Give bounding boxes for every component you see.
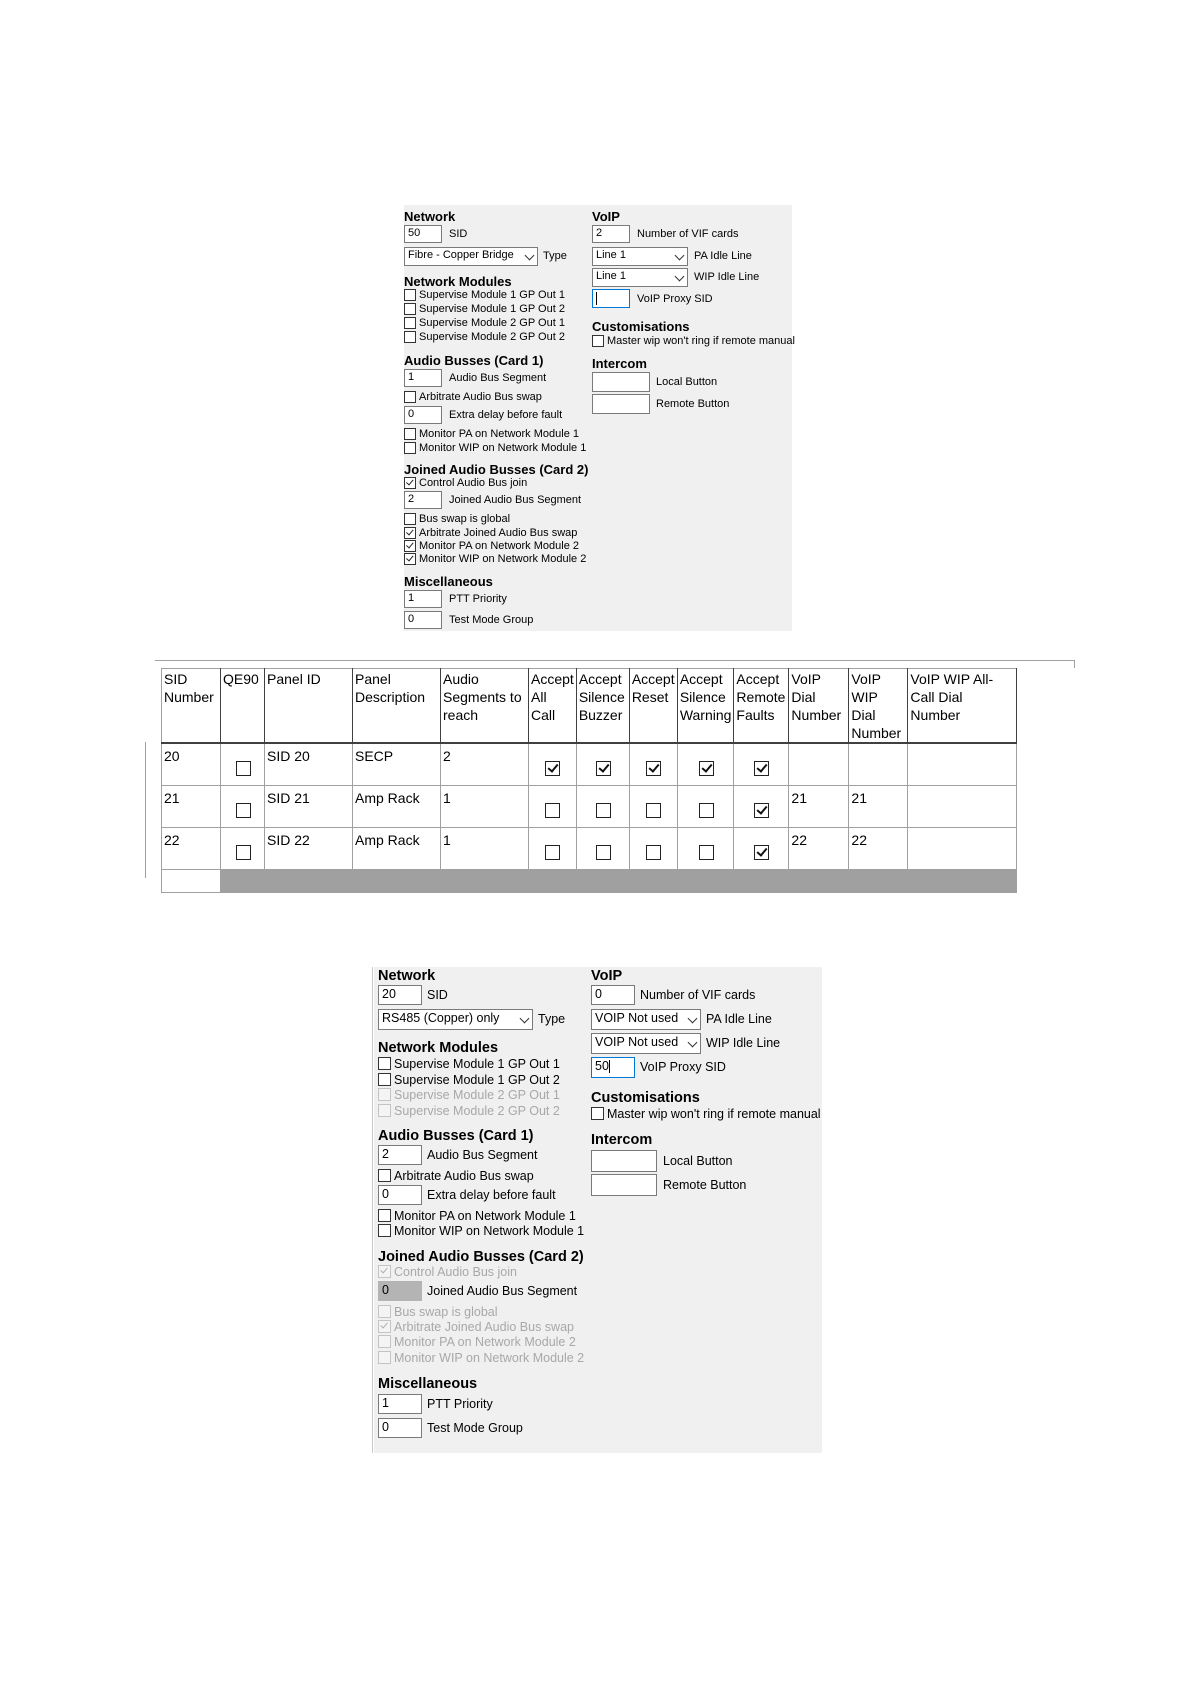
monitor-wip-nm2-checkbox[interactable] [378, 1351, 391, 1364]
supervise-m1-out1-checkbox[interactable] [404, 289, 416, 301]
monitor-wip-nm1-checkbox[interactable] [404, 442, 416, 454]
col-header-sid-number[interactable]: SID Number [162, 669, 221, 744]
col-header-qe90[interactable]: QE90 [221, 669, 265, 744]
qe90-checkbox[interactable] [236, 761, 251, 776]
accept-remote-faults-cell[interactable] [734, 786, 789, 828]
accept-all-call-checkbox[interactable] [545, 761, 560, 776]
arbitrate-audio-bus-checkbox[interactable] [378, 1169, 391, 1182]
remote-button-label: Remote Button [663, 1178, 747, 1192]
supervise-m1-out1-label: Supervise Module 1 GP Out 1 [419, 289, 565, 301]
extra-delay-input[interactable]: 0 [378, 1185, 422, 1205]
supervise-m1-out2-checkbox[interactable] [404, 303, 416, 315]
vif-cards-label: Number of VIF cards [637, 228, 739, 240]
type-label: Type [543, 250, 567, 262]
panel-description-cell[interactable]: Amp Rack [353, 828, 441, 870]
col-header-panel-description[interactable]: Panel Description [353, 669, 441, 744]
panel-left-border [372, 967, 373, 1453]
chevron-down-icon [525, 250, 535, 260]
local-button-label: Local Button [656, 376, 718, 388]
new-row-cell[interactable] [576, 870, 629, 893]
audio-bus-segment-input[interactable]: 2 [378, 1145, 422, 1165]
chevron-down-icon [520, 1013, 530, 1023]
test-mode-group-input[interactable]: 0 [378, 1418, 422, 1438]
arbitrate-audio-bus-label: Arbitrate Audio Bus swap [419, 391, 542, 403]
bus-swap-global-checkbox[interactable] [404, 513, 416, 525]
panel-grid-container [145, 660, 1075, 878]
supervise-m1-out1-checkbox[interactable] [378, 1057, 391, 1070]
voip-dial-cell[interactable] [789, 743, 849, 786]
col-header-accept-silence-warning[interactable]: Accept Silence Warning [677, 669, 734, 744]
sid-cell[interactable]: 21 [162, 786, 221, 828]
voip-dial-cell[interactable]: 22 [789, 828, 849, 870]
remote-button-input[interactable] [591, 1174, 657, 1196]
monitor-wip-nm2-checkbox[interactable] [404, 553, 416, 565]
all-call-dial-cell[interactable] [908, 828, 1017, 870]
sid-label: SID [427, 988, 448, 1002]
miscellaneous-heading: Miscellaneous [404, 574, 493, 589]
qe90-checkbox[interactable] [236, 803, 251, 818]
miscellaneous-heading: Miscellaneous [378, 1376, 478, 1392]
audio-bus-segment-label: Audio Bus Segment [449, 372, 547, 384]
monitor-pa-nm2-label: Monitor PA on Network Module 2 [419, 540, 579, 552]
accept-silence-warning-cell[interactable] [677, 743, 734, 786]
accept-reset-checkbox[interactable] [646, 845, 661, 860]
network-modules-heading: Network Modules [378, 1040, 499, 1056]
supervise-m1-out1-label: Supervise Module 1 GP Out 1 [394, 1057, 560, 1071]
new-row-cell[interactable] [265, 870, 353, 893]
monitor-wip-nm2-label: Monitor WIP on Network Module 2 [394, 1351, 585, 1365]
test-mode-group-input[interactable]: 0 [404, 611, 442, 629]
text-cursor-icon [596, 292, 597, 305]
voip-proxy-sid-value: 50 [595, 1059, 609, 1073]
panel-id-cell[interactable]: SID 20 [265, 743, 353, 786]
accept-remote-faults-checkbox[interactable] [754, 803, 769, 818]
panel-description-cell[interactable]: SECP [353, 743, 441, 786]
wip-idle-line-label: WIP Idle Line [706, 1036, 781, 1050]
accept-remote-faults-checkbox[interactable] [754, 845, 769, 860]
arbitrate-joined-label: Arbitrate Joined Audio Bus swap [394, 1320, 574, 1334]
chevron-down-icon [675, 271, 685, 281]
extra-delay-label: Extra delay before fault [427, 1188, 556, 1202]
col-header-voip-dial-number[interactable]: VoIP Dial Number [789, 669, 849, 744]
wip-idle-line-value: Line 1 [596, 270, 626, 282]
col-header-accept-reset[interactable]: Accept Reset [629, 669, 677, 744]
remote-button-label: Remote Button [656, 398, 730, 410]
new-row-cell[interactable] [441, 870, 529, 893]
accept-silence-buzzer-checkbox[interactable] [596, 845, 611, 860]
arbitrate-audio-bus-label: Arbitrate Audio Bus swap [394, 1169, 534, 1183]
pa-idle-line-value: Line 1 [596, 249, 626, 261]
intercom-heading: Intercom [592, 356, 647, 371]
accept-all-call-checkbox[interactable] [545, 845, 560, 860]
new-row-placeholder[interactable] [162, 870, 1017, 893]
voip-proxy-sid-label: VoIP Proxy SID [637, 293, 713, 305]
qe90-cell[interactable] [221, 743, 265, 786]
audio-bus-segment-input[interactable]: 1 [404, 369, 442, 387]
new-row-cell[interactable] [529, 870, 577, 893]
supervise-m2-out1-checkbox[interactable] [404, 317, 416, 329]
accept-silence-buzzer-cell[interactable] [576, 786, 629, 828]
control-bus-join-checkbox[interactable] [404, 477, 416, 489]
accept-reset-checkbox[interactable] [646, 761, 661, 776]
panel-id-cell[interactable]: SID 21 [265, 786, 353, 828]
all-call-dial-cell[interactable] [908, 786, 1017, 828]
voip-proxy-sid-input[interactable] [591, 1057, 635, 1078]
supervise-m2-out2-checkbox[interactable] [404, 331, 416, 343]
monitor-pa-nm1-label: Monitor PA on Network Module 1 [419, 428, 579, 440]
accept-silence-buzzer-cell[interactable] [576, 828, 629, 870]
accept-silence-buzzer-cell[interactable] [576, 743, 629, 786]
col-header-accept-remote-faults[interactable]: Accept Remote Faults [734, 669, 789, 744]
audio-segments-cell[interactable]: 2 [441, 743, 529, 786]
ptt-priority-label: PTT Priority [427, 1397, 493, 1411]
ptt-priority-input[interactable]: 1 [404, 590, 442, 608]
pa-idle-line-label: PA Idle Line [694, 250, 752, 262]
accept-silence-buzzer-checkbox[interactable] [596, 761, 611, 776]
control-bus-join-label: Control Audio Bus join [394, 1265, 517, 1279]
remote-button-input[interactable] [592, 394, 650, 414]
arbitrate-joined-checkbox[interactable] [404, 527, 416, 539]
pa-idle-line-select[interactable] [591, 1009, 701, 1030]
network-heading: Network [404, 209, 456, 224]
qe90-cell[interactable] [221, 786, 265, 828]
grid-border [145, 742, 146, 878]
panel-description-cell[interactable]: Amp Rack [353, 786, 441, 828]
test-mode-group-label: Test Mode Group [427, 1421, 523, 1435]
col-header-accept-silence-buzzer[interactable]: Accept Silence Buzzer [576, 669, 629, 744]
col-header-audio-segments[interactable]: Audio Segments to reach [441, 669, 529, 744]
bus-swap-global-label: Bus swap is global [394, 1305, 498, 1319]
network-type-value: RS485 (Copper) only [382, 1011, 500, 1025]
supervise-m1-out2-checkbox[interactable] [378, 1073, 391, 1086]
monitor-wip-nm1-label: Monitor WIP on Network Module 1 [419, 442, 587, 454]
new-row-cell[interactable] [789, 870, 849, 893]
accept-silence-warning-cell[interactable] [677, 828, 734, 870]
master-wip-checkbox[interactable] [591, 1107, 604, 1120]
network-type-select[interactable] [378, 1009, 533, 1030]
bus-swap-global-label: Bus swap is global [419, 513, 511, 525]
pa-idle-line-value: VOIP Not used [595, 1011, 679, 1025]
monitor-pa-nm1-checkbox[interactable] [378, 1209, 391, 1222]
audio-busses-heading: Audio Busses (Card 1) [404, 353, 544, 368]
monitor-wip-nm2-label: Monitor WIP on Network Module 2 [419, 553, 587, 565]
joined-audio-busses-heading: Joined Audio Busses (Card 2) [378, 1249, 584, 1265]
arbitrate-audio-bus-checkbox[interactable] [404, 391, 416, 403]
extra-delay-label: Extra delay before fault [449, 409, 563, 421]
pa-idle-line-select[interactable] [592, 247, 688, 266]
grid-border [155, 660, 1075, 661]
supervise-m2-out1-label: Supervise Module 2 GP Out 1 [394, 1088, 560, 1102]
new-row-cell[interactable] [908, 870, 1017, 893]
audio-segments-cell[interactable]: 1 [441, 786, 529, 828]
new-row-cell[interactable] [734, 870, 789, 893]
supervise-m2-out2-label: Supervise Module 2 GP Out 2 [394, 1104, 560, 1118]
accept-remote-faults-cell[interactable] [734, 828, 789, 870]
qe90-cell[interactable] [221, 828, 265, 870]
control-bus-join-checkbox[interactable] [378, 1265, 391, 1278]
voip-dial-cell[interactable]: 21 [789, 786, 849, 828]
wip-dial-cell[interactable] [849, 743, 908, 786]
sid-label: SID [449, 228, 468, 240]
vif-cards-label: Number of VIF cards [640, 988, 756, 1002]
wip-idle-line-select[interactable] [592, 268, 688, 287]
new-row-cell[interactable] [353, 870, 441, 893]
vif-cards-input[interactable]: 2 [592, 225, 630, 243]
supervise-m2-out1-checkbox[interactable] [378, 1088, 391, 1101]
monitor-pa-nm1-label: Monitor PA on Network Module 1 [394, 1209, 576, 1223]
local-button-input[interactable] [592, 372, 650, 392]
sid-input[interactable]: 20 [378, 985, 422, 1005]
customisations-heading: Customisations [592, 319, 690, 334]
voip-proxy-sid-label: VoIP Proxy SID [640, 1060, 726, 1074]
network-type-value: Fibre - Copper Bridge [408, 249, 514, 261]
ptt-priority-input[interactable]: 1 [378, 1394, 422, 1414]
sid-cell[interactable]: 22 [162, 828, 221, 870]
supervise-m1-out2-label: Supervise Module 1 GP Out 2 [419, 303, 565, 315]
accept-reset-cell[interactable] [629, 828, 677, 870]
new-row-cell[interactable] [221, 870, 265, 893]
panel-grid-table [161, 668, 1017, 893]
network-heading: Network [378, 968, 436, 984]
col-header-voip-wip-all-call[interactable]: VoIP WIP All-Call Dial Number [908, 669, 1017, 744]
accept-silence-warning-checkbox[interactable] [699, 803, 714, 818]
master-wip-label: Master wip won't ring if remote manual [607, 335, 795, 347]
extra-delay-input[interactable]: 0 [404, 406, 442, 424]
sid-cell[interactable]: 20 [162, 743, 221, 786]
voip-heading: VoIP [591, 968, 623, 984]
grid-header-row [162, 669, 1017, 744]
joined-audio-busses-heading: Joined Audio Busses (Card 2) [404, 462, 589, 477]
voip-heading: VoIP [592, 209, 620, 224]
voip-proxy-sid-input[interactable] [592, 289, 630, 308]
wip-idle-line-label: WIP Idle Line [694, 271, 760, 283]
accept-silence-warning-checkbox[interactable] [699, 845, 714, 860]
accept-remote-faults-cell[interactable] [734, 743, 789, 786]
network-modules-heading: Network Modules [404, 274, 512, 289]
joined-bus-segment-input[interactable]: 2 [404, 491, 442, 509]
wip-dial-cell[interactable]: 22 [849, 828, 908, 870]
new-row-cell[interactable] [162, 870, 221, 893]
supervise-m2-out1-label: Supervise Module 2 GP Out 1 [419, 317, 565, 329]
accept-all-call-checkbox[interactable] [545, 803, 560, 818]
master-wip-label: Master wip won't ring if remote manual [607, 1107, 821, 1121]
chevron-down-icon [675, 250, 685, 260]
joined-bus-segment-input[interactable]: 0 [378, 1281, 422, 1301]
accept-reset-cell[interactable] [629, 743, 677, 786]
table-row [162, 828, 1017, 870]
accept-all-call-cell[interactable] [529, 743, 577, 786]
monitor-wip-nm1-label: Monitor WIP on Network Module 1 [394, 1224, 585, 1238]
accept-silence-buzzer-checkbox[interactable] [596, 803, 611, 818]
text-cursor-icon [609, 1060, 610, 1073]
chevron-down-icon [688, 1013, 698, 1023]
table-row [162, 743, 1017, 786]
settings-panel-top [404, 205, 795, 631]
accept-silence-warning-cell[interactable] [677, 786, 734, 828]
arbitrate-joined-checkbox[interactable] [378, 1320, 391, 1333]
customisations-heading: Customisations [591, 1090, 700, 1106]
bus-swap-global-checkbox[interactable] [378, 1305, 391, 1318]
monitor-pa-nm2-checkbox[interactable] [404, 540, 416, 552]
panel-id-cell[interactable]: SID 22 [265, 828, 353, 870]
monitor-pa-nm2-label: Monitor PA on Network Module 2 [394, 1335, 576, 1349]
col-header-panel-id[interactable]: Panel ID [265, 669, 353, 744]
supervise-m2-out2-checkbox[interactable] [378, 1104, 391, 1117]
accept-reset-checkbox[interactable] [646, 803, 661, 818]
chevron-down-icon [688, 1037, 698, 1047]
supervise-m1-out2-label: Supervise Module 1 GP Out 2 [394, 1073, 560, 1087]
local-button-input[interactable] [591, 1150, 657, 1172]
test-mode-group-label: Test Mode Group [449, 614, 534, 626]
pa-idle-line-label: PA Idle Line [706, 1012, 772, 1026]
new-row-cell[interactable] [677, 870, 734, 893]
all-call-dial-cell[interactable] [908, 743, 1017, 786]
ptt-priority-label: PTT Priority [449, 593, 507, 605]
control-bus-join-label: Control Audio Bus join [419, 477, 528, 489]
master-wip-checkbox[interactable] [592, 335, 604, 347]
wip-idle-line-select[interactable] [591, 1033, 701, 1054]
arbitrate-joined-label: Arbitrate Joined Audio Bus swap [419, 527, 578, 539]
table-row [162, 786, 1017, 828]
new-row-cell[interactable] [629, 870, 677, 893]
accept-all-call-cell[interactable] [529, 786, 577, 828]
col-header-voip-wip-dial-number[interactable]: VoIP WIP Dial Number [849, 669, 908, 744]
accept-remote-faults-checkbox[interactable] [754, 761, 769, 776]
wip-idle-line-value: VOIP Not used [595, 1035, 679, 1049]
audio-segments-cell[interactable]: 1 [441, 828, 529, 870]
grid-border [1074, 660, 1075, 668]
monitor-pa-nm1-checkbox[interactable] [404, 428, 416, 440]
vif-cards-input[interactable]: 0 [591, 985, 635, 1005]
supervise-m2-out2-label: Supervise Module 2 GP Out 2 [419, 331, 565, 343]
joined-bus-segment-label: Joined Audio Bus Segment [449, 494, 582, 506]
intercom-heading: Intercom [591, 1132, 653, 1148]
sid-input[interactable]: 50 [404, 225, 442, 243]
col-header-accept-all-call[interactable]: Accept All Call [529, 669, 577, 744]
new-row-cell[interactable] [849, 870, 908, 893]
audio-bus-segment-label: Audio Bus Segment [427, 1148, 538, 1162]
settings-panel-bottom [374, 967, 822, 1453]
wip-dial-cell[interactable]: 21 [849, 786, 908, 828]
type-label: Type [538, 1012, 566, 1026]
joined-bus-segment-label: Joined Audio Bus Segment [427, 1284, 578, 1298]
local-button-label: Local Button [663, 1154, 733, 1168]
audio-busses-heading: Audio Busses (Card 1) [378, 1128, 534, 1144]
accept-all-call-cell[interactable] [529, 828, 577, 870]
monitor-wip-nm1-checkbox[interactable] [378, 1224, 391, 1237]
accept-silence-warning-checkbox[interactable] [699, 761, 714, 776]
network-type-select[interactable] [404, 247, 538, 266]
qe90-checkbox[interactable] [236, 845, 251, 860]
accept-reset-cell[interactable] [629, 786, 677, 828]
monitor-pa-nm2-checkbox[interactable] [378, 1335, 391, 1348]
